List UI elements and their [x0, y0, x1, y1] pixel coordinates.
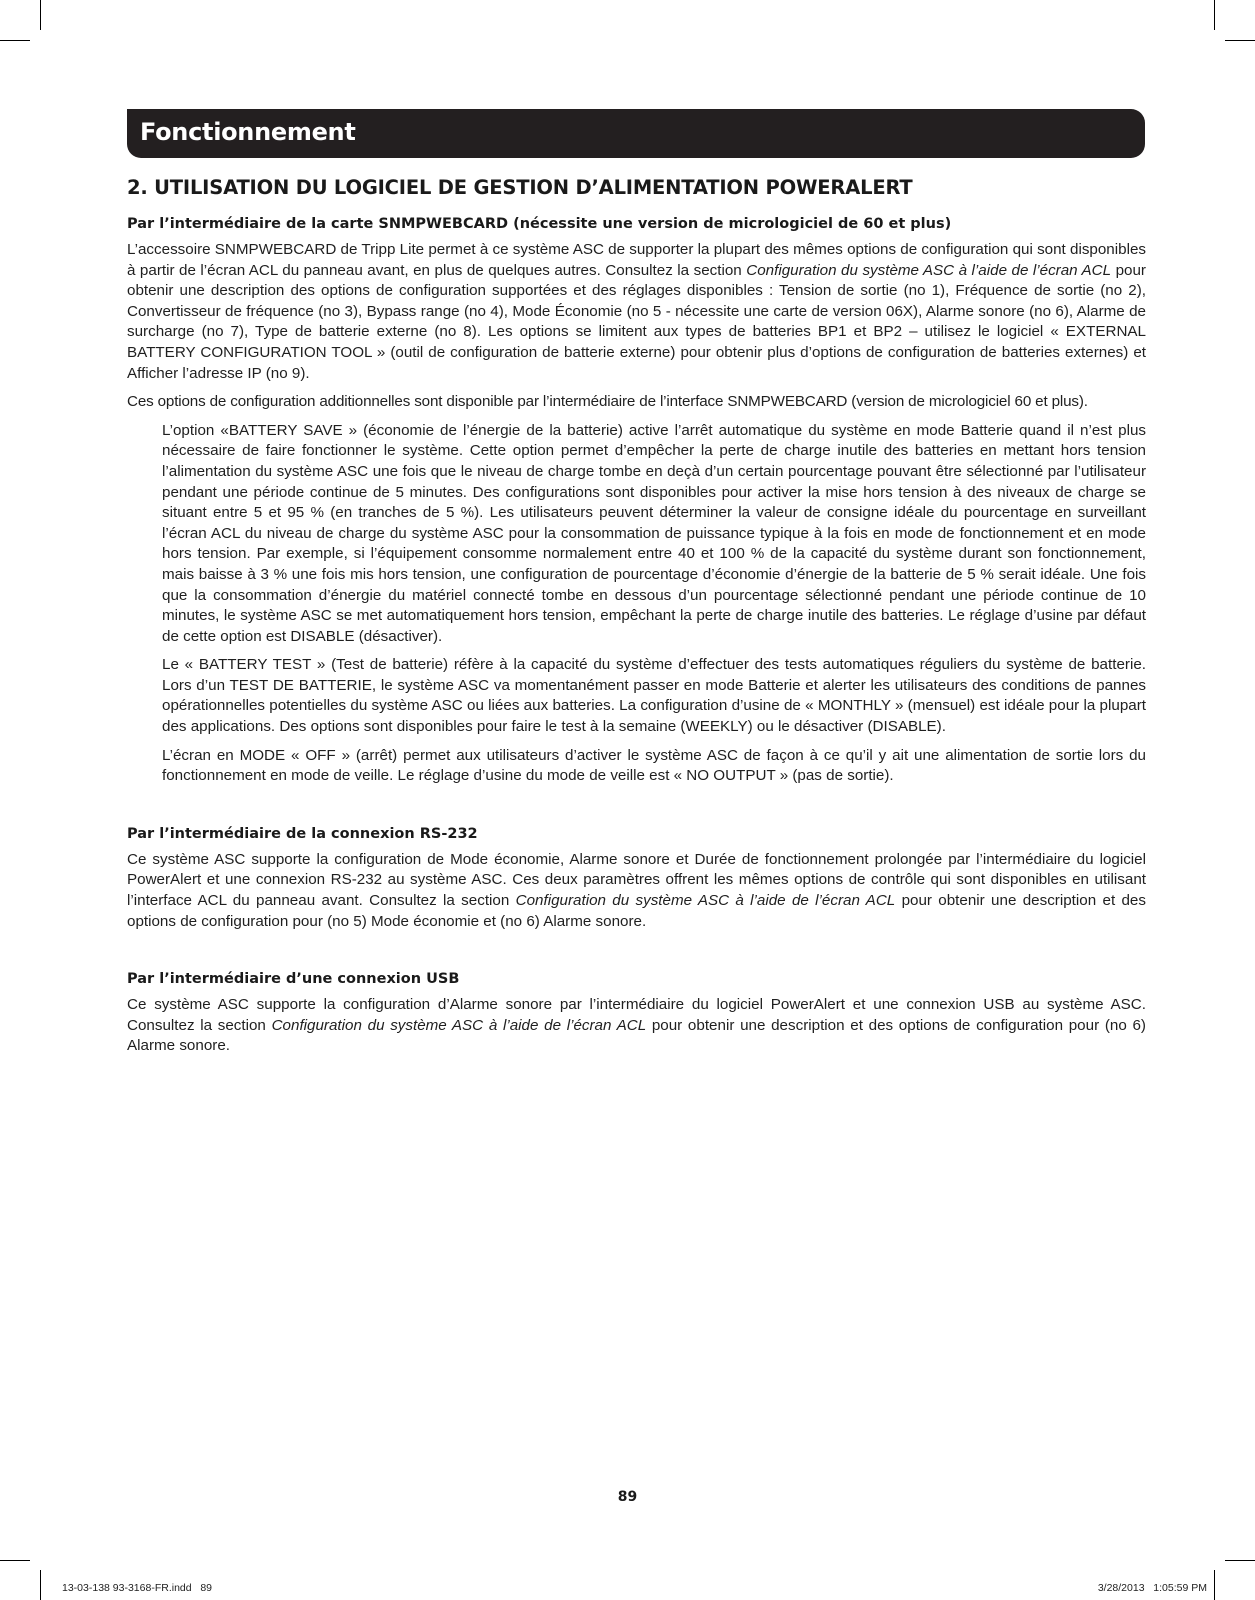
- print-slug-date: 3/28/2013 1:05:59 PM: [1097, 1582, 1207, 1594]
- snmp-p1-text-b: pour obtenir une description des options de configuration supportées et des réglages disponibles : Tension de sortie (no 1), Fréquence de sortie (no 2), Convertisseur de fréquence (no 3), Bypass range (no 4), Mode Économie (no 5 - nécessite une carte de version 06X), Alarme sonore (no 6), Alarme de surcharge (no 7), Type de batterie externe (no 8). Les options se limitent aux types de batteries BP1 et BP2 – utilisez le logiciel « EXTERNAL BATTERY CONFIGURATION TOOL » (outil de configuration de batterie externe) pour obtenir plus d’options de configuration de batteries externes) et Afficher l’adresse IP (no 9).: [127, 261, 1146, 382]
- page-number: 89: [617, 1489, 638, 1505]
- crop-mark-top-left: [40, 0, 41, 30]
- section-header-bar: [127, 109, 1145, 158]
- crop-mark-top-left-h: [0, 40, 30, 41]
- snmp-subheading: Par l’intermédiaire de la carte SNMPWEBCARD (nécessite une version de micrologiciel de 60 et plus): [127, 216, 952, 232]
- rs232-subheading: Par l’intermédiaire de la connexion RS-232: [127, 825, 478, 842]
- crop-mark-bottom-left: [40, 1570, 41, 1600]
- crop-mark-top-right: [1214, 0, 1215, 30]
- rs232-text-a: Ce système ASC supporte la configuration de Mode économie, Alarme sonore et Durée de fonctionnement prolongée par l’intermédiaire du logiciel PowerAlert et une connexion RS-232 au système ASC. Ces deux paramètres offrent les mêmes options de contrôle qui sont disponibles en utilisant l’interface ACL du panneau avant. Consultez la section: [127, 850, 1146, 910]
- rs232-paragraph: [127, 850, 1146, 932]
- snmp-paragraph-2: Ces options de configuration additionnelles sont disponible par l’intermédiaire de l’interface SNMPWEBCARD (version de micrologiciel 60 et plus).: [127, 393, 1088, 411]
- snmp-paragraph-1: [127, 240, 1146, 384]
- rs232-text-b: pour obtenir une description et des options de configuration pour (no 5) Mode économie et (no 6) Alarme sonore.: [127, 892, 1146, 930]
- print-slug-file: 13-03-138 93-3168-FR.indd 89: [62, 1582, 213, 1594]
- usb-text-b: pour obtenir une description et des options de configuration pour (no 6) Alarme sonore.: [127, 1016, 1146, 1055]
- crop-mark-bottom-right: [1214, 1570, 1215, 1600]
- usb-paragraph: [127, 995, 1146, 1057]
- off-mode-paragraph: L’écran en MODE « OFF » (arrêt) permet aux utilisateurs d’activer le système ASC de façon à ce qu’il y ait une alimentation de sortie lors du fonctionnement en mode de veille. Le réglage d’usine du mode de veille est « NO OUTPUT » (pas de sortie).: [162, 746, 1146, 785]
- usb-section-ref: Configuration du système ASC à l’aide de l’écran ACL: [271, 1016, 647, 1034]
- rs232-section-ref: Configuration du système ASC à l’aide de l’écran ACL: [515, 892, 896, 910]
- section-title: Fonctionnement: [140, 118, 356, 146]
- usb-text-a: Ce système ASC supporte la configuration d’Alarme sonore par l’intermédiaire du logiciel PowerAlert et une connexion USB au système ASC. Consultez la section: [127, 996, 1146, 1034]
- battery-save-paragraph: L’option «BATTERY SAVE » (économie de l’énergie de la batterie) active l’arrêt automatique du système en mode Batterie quand il n’est plus nécessaire de faire fonctionner le système. Cette option permet d’empêcher la perte de charge inutile des batteries en mettant hors tension l’alimentation du système ASC une fois que le niveau de charge tombe en deçà d’un certain pourcentage pouvant être sélectionné par l’utilisateur pendant une période continue de 5 minutes. Des configurations sont disponibles pour activer la mise hors tension à des niveaux de charge se situant entre 5 et 95 % (en tranches de 5 %). Les utilisateurs peuvent déterminer la valeur de consigne idéale du pourcentage en surveillant l’écran ACL du niveau de charge du système ASC pour la consommation de puissance typique à la fois en mode de fonctionnement et en mode hors tension. Par exemple, si l’équipement consomme normalement entre 40 et 100 % de la capacité du système durant son fonctionnement, mais baisse à 3 % une fois mis hors tension, une configuration de pourcentage d’économie d’énergie de la batterie de 5 % serait idéale. Une fois que la consommation d’énergie du matériel connecté tombe en dessous d’un pourcentage sélectionné pendant une période continue de 10 minutes, le système ASC se met automatiquement hors tension, empêchant la perte de charge inutile des batteries. Le réglage d’usine par défaut de cette option est DISABLE (désactiver).: [162, 421, 1146, 645]
- snmp-p1-text-a: L’accessoire SNMPWEBCARD de Tripp Lite permet à ce système ASC de supporter la plupart des mêmes options de configuration qui sont disponibles à partir de l’écran ACL du panneau avant, en plus de quelques autres. Consultez la section: [127, 241, 1146, 279]
- crop-mark-top-right-h: [1225, 40, 1255, 41]
- main-heading: 2. UTILISATION DU LOGICIEL DE GESTION D’ALIMENTATION POWERALERT: [127, 176, 913, 199]
- crop-mark-bottom-left-h: [0, 1560, 30, 1561]
- crop-mark-bottom-right-h: [1225, 1560, 1255, 1561]
- usb-subheading: Par l’intermédiaire d’une connexion USB: [127, 971, 460, 988]
- battery-test-paragraph: Le « BATTERY TEST » (Test de batterie) réfère à la capacité du système d’effectuer des tests automatiques réguliers du système de batterie. Lors d’un TEST DE BATTERIE, le système ASC va momentanément passer en mode Batterie et alerter les utilisateurs des conditions de pannes opérationnelles potentielles du système ASC ou liées aux batteries. La configuration d’usine de « MONTHLY » (mensuel) est idéale pour la plupart des applications. Des options sont disponibles pour faire le test à la semaine (WEEKLY) ou le désactiver (DISABLE).: [162, 656, 1146, 736]
- page-content: [127, 176, 1146, 1065]
- snmp-p1-section-ref: Configuration du système ASC à l’aide de l’écran ACL: [746, 261, 1112, 279]
